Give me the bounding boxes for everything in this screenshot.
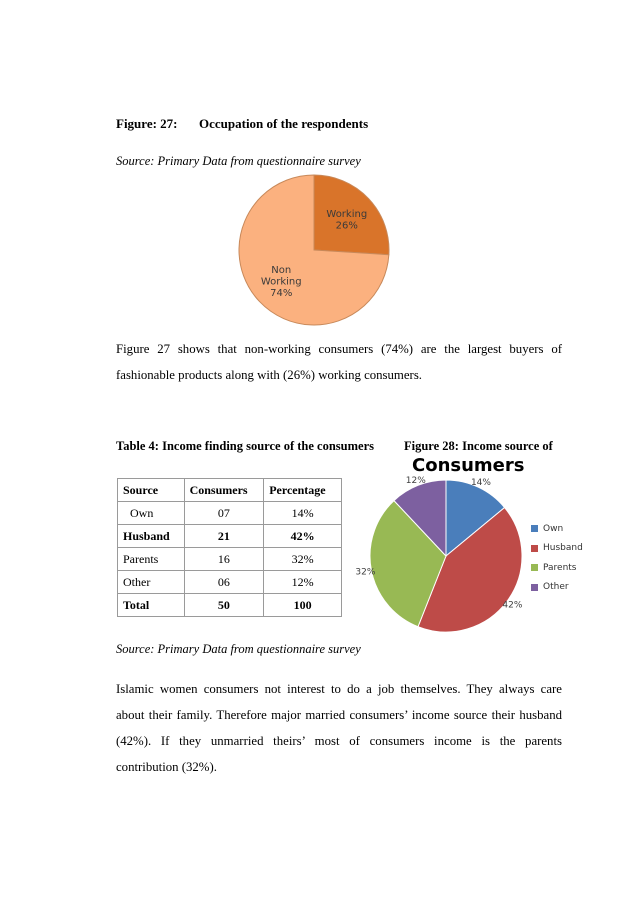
figure-28-title: Figure 28: Income source of bbox=[404, 439, 553, 453]
pie-label-own: 14% bbox=[470, 477, 491, 488]
paragraph-line: contribution (32%). bbox=[116, 760, 217, 774]
figure-27-number: Figure: 27: bbox=[116, 116, 178, 131]
table-cell: 32% bbox=[264, 548, 342, 571]
paragraph-line: Figure 27 shows that non-working consumers (74%) are the largest buyers of bbox=[116, 342, 562, 356]
figure-27-caption bbox=[116, 116, 368, 132]
legend-item-husband bbox=[531, 539, 583, 559]
pie-label-husband: 42% bbox=[502, 600, 523, 611]
legend-label: Own bbox=[543, 523, 564, 534]
table-cell: 06 bbox=[184, 571, 264, 594]
legend-item-other bbox=[531, 578, 583, 598]
table-header-cell: Source bbox=[118, 479, 185, 502]
legend-swatch bbox=[531, 584, 538, 591]
legend-item-parents bbox=[531, 558, 583, 578]
table-cell: 14% bbox=[264, 502, 342, 525]
table-4-title: Table 4: Income finding source of the consumers bbox=[116, 439, 374, 453]
table-row bbox=[118, 502, 342, 525]
table-header-cell: Percentage bbox=[264, 479, 342, 502]
paragraph-line: about their family. Therefore major married consumers’ income source their husband bbox=[116, 708, 562, 722]
table-cell: Husband bbox=[118, 525, 185, 548]
figure-28-chart-title: Consumers bbox=[412, 455, 525, 476]
pie-label-parents: 32% bbox=[355, 567, 376, 578]
table-cell: 12% bbox=[264, 571, 342, 594]
legend-label: Other bbox=[543, 582, 569, 593]
table-cell: 16 bbox=[184, 548, 264, 571]
occupation-pie-chart bbox=[230, 172, 400, 332]
legend-swatch bbox=[531, 525, 538, 532]
legend-label: Husband bbox=[543, 543, 583, 554]
table-cell: 50 bbox=[184, 594, 264, 617]
figure-27-title: Occupation of the respondents bbox=[199, 116, 369, 131]
legend-item-own bbox=[531, 519, 583, 539]
figure-27-source: Source: Primary Data from questionnaire survey bbox=[116, 154, 361, 168]
paragraph-income bbox=[116, 676, 562, 780]
income-source-table bbox=[117, 478, 342, 617]
paragraph-line: Islamic women consumers not interest to do a job themselves. They always care bbox=[116, 682, 562, 696]
pie-label-non-working: Non Working 74% bbox=[260, 264, 302, 299]
table-cell: Own bbox=[118, 502, 185, 525]
table-cell: 42% bbox=[264, 525, 342, 548]
table-row bbox=[118, 525, 342, 548]
table-header-cell: Consumers bbox=[184, 479, 264, 502]
pie-label-working: Working 26% bbox=[326, 208, 368, 232]
table-row bbox=[118, 548, 342, 571]
figure-28-source: Source: Primary Data from questionnaire survey bbox=[116, 642, 361, 656]
paragraph-line: (42%). If they unmarried theirs’ most of consumers income is the parents bbox=[116, 734, 562, 748]
legend-swatch bbox=[531, 564, 538, 571]
income-source-legend bbox=[531, 519, 583, 597]
table-total-row bbox=[118, 594, 342, 617]
paragraph-occupation bbox=[116, 336, 562, 388]
table-cell: 100 bbox=[264, 594, 342, 617]
income-source-pie-chart bbox=[355, 470, 535, 640]
pie-label-other: 12% bbox=[405, 475, 426, 486]
table-cell: Other bbox=[118, 571, 185, 594]
table-row bbox=[118, 571, 342, 594]
table-cell: 21 bbox=[184, 525, 264, 548]
table-header-row bbox=[118, 479, 342, 502]
table-cell: Parents bbox=[118, 548, 185, 571]
table-cell: 07 bbox=[184, 502, 264, 525]
paragraph-line: fashionable products along with (26%) working consumers. bbox=[116, 368, 422, 382]
table-cell: Total bbox=[118, 594, 185, 617]
legend-label: Parents bbox=[543, 562, 577, 573]
legend-swatch bbox=[531, 545, 538, 552]
